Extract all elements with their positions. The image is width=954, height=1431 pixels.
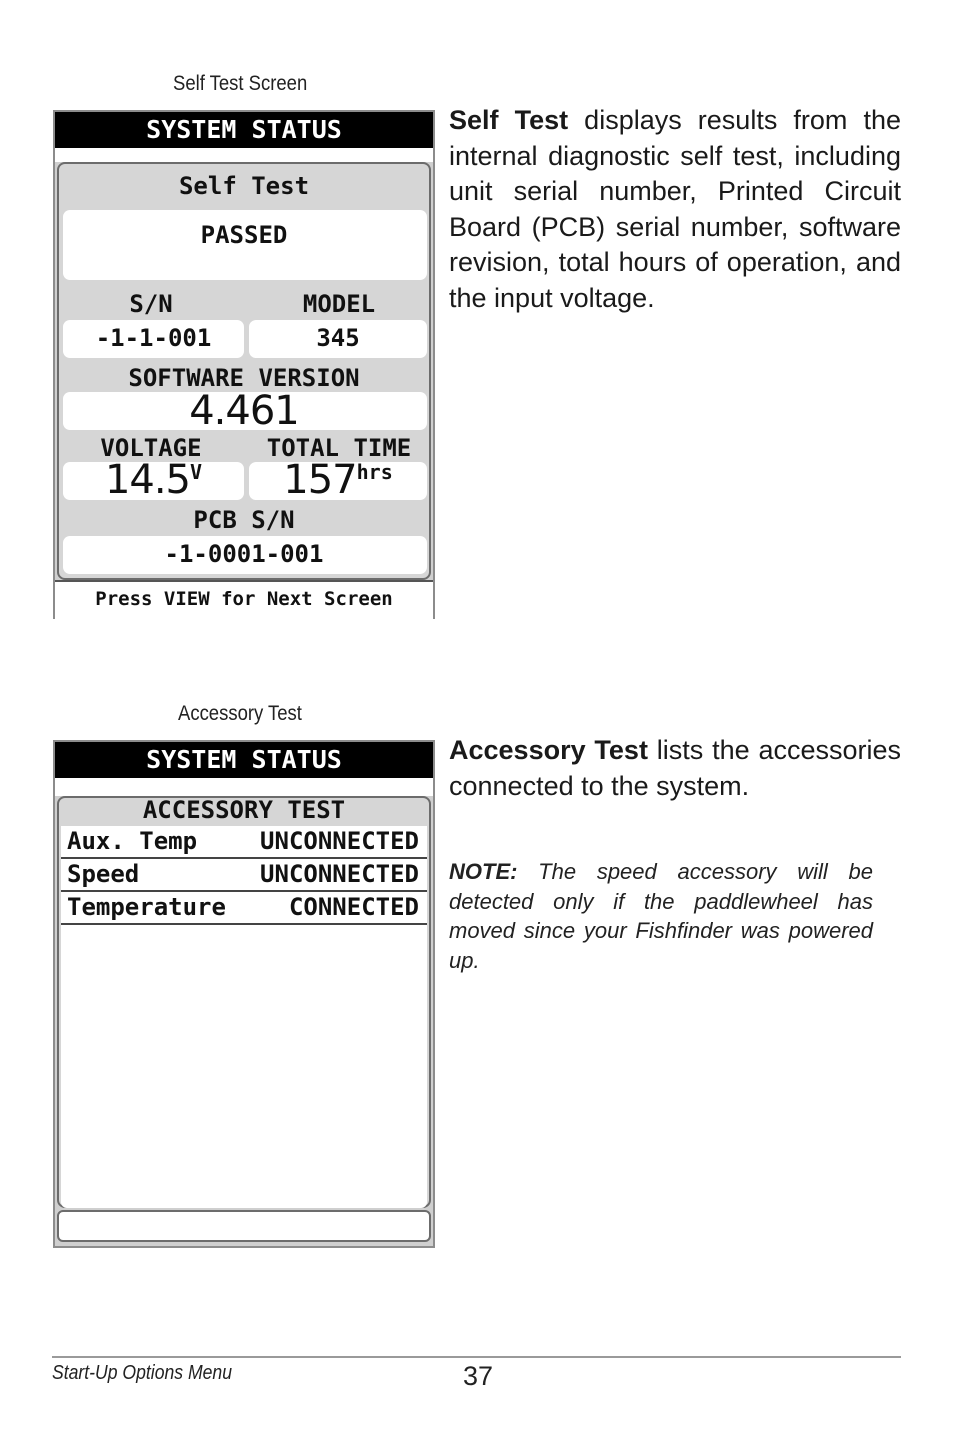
footer-rule	[52, 1356, 901, 1358]
accessory-test-screen	[53, 740, 435, 1248]
self-test-caption: Self Test Screen	[173, 72, 308, 95]
self-test-term: Self Test	[449, 105, 569, 135]
note-label: NOTE:	[449, 859, 518, 884]
accessory-panel	[57, 796, 431, 1208]
self-test-screen	[53, 110, 435, 619]
title-gap	[55, 148, 433, 162]
self-test-text: displays results from the internal diagnostic self test, including unit serial number, Printed Circuit Board (PCB) serial number, software revision, total hours of operation, and the input voltage.	[449, 105, 902, 313]
footer-bar	[57, 1210, 431, 1242]
total-time-label: TOTAL TIME	[266, 434, 412, 462]
total-time-readout	[249, 458, 427, 502]
voltage-label: VOLTAGE	[100, 434, 202, 462]
note-text: The speed accessory will be detected only if the paddlewheel has moved since your Fishfinder was powered up.	[449, 859, 873, 973]
software-value: 4.461	[189, 388, 299, 434]
screen-title: SYSTEM STATUS	[55, 112, 433, 148]
model-value: 345	[316, 324, 360, 352]
empty-list-area	[61, 925, 427, 1208]
software-label: SOFTWARE VERSION	[128, 364, 360, 392]
accessory-name: Temperature	[67, 893, 226, 921]
screen-title: SYSTEM STATUS	[55, 742, 433, 778]
accessory-test-description	[449, 733, 901, 804]
pcb-value: -1-0001-001	[164, 540, 324, 568]
result-value: PASSED	[200, 221, 288, 249]
list-item	[61, 892, 427, 925]
sn-label: S/N	[129, 290, 173, 318]
accessory-name: Speed	[67, 860, 140, 888]
voltage-unit: V	[190, 460, 203, 484]
section-name: Start-Up Options Menu	[52, 1362, 232, 1384]
accessory-test-caption: Accessory Test	[178, 702, 302, 725]
sn-value: -1-1-001	[95, 324, 212, 352]
list-item	[61, 826, 427, 859]
accessory-test-text: lists the accessories connected to the system.	[449, 735, 902, 801]
accessory-test-term: Accessory Test	[449, 735, 648, 765]
self-test-panel	[57, 162, 431, 580]
accessory-status: UNCONNECTED	[260, 827, 419, 855]
speed-note	[449, 857, 873, 975]
list-item	[61, 859, 427, 892]
voltage-value: 14.5	[104, 457, 190, 503]
self-test-heading: Self Test	[178, 172, 310, 200]
accessory-heading: ACCESSORY TEST	[142, 796, 346, 824]
next-screen-hint: Press VIEW for Next Screen	[95, 588, 393, 610]
title-gap	[55, 778, 433, 796]
accessory-name: Aux. Temp	[67, 827, 198, 855]
voltage-readout	[63, 458, 244, 502]
accessory-status: CONNECTED	[288, 893, 419, 921]
model-label: MODEL	[302, 290, 376, 318]
pcb-label: PCB S/N	[193, 506, 295, 534]
self-test-description	[449, 103, 901, 316]
total-time-unit: hrs	[356, 460, 393, 484]
accessory-status: UNCONNECTED	[260, 860, 419, 888]
total-time-value: 157	[283, 457, 357, 503]
page-number: 37	[463, 1361, 494, 1391]
